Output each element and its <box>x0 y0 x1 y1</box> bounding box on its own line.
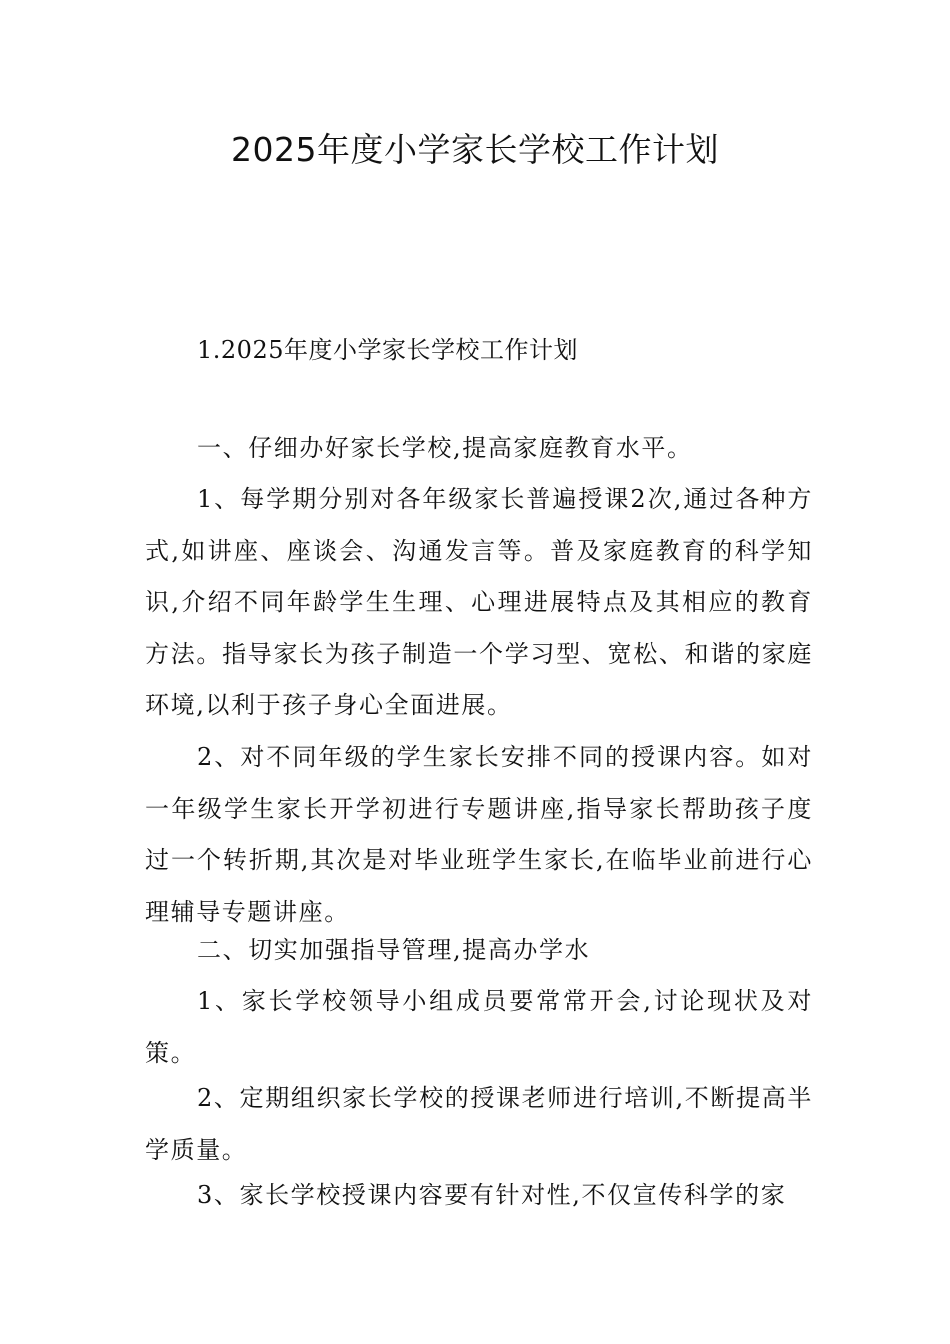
paragraph-6: 2、定期组织家长学校的授课老师进行培训,不断提高半学质量。 <box>145 1084 813 1164</box>
paragraph-1: 一、仔细办好家长学校,提高家庭教育水平。 <box>197 434 693 462</box>
paragraph-7: 3、家长学校授课内容要有针对性,不仅宣传科学的家 <box>197 1181 787 1209</box>
section-heading: 1.2025年度小学家长学校工作计划 <box>197 336 578 364</box>
paragraph-5: 1、家长学校领导小组成员要常常开会,讨论现状及对策。 <box>145 987 813 1067</box>
document-title: 2025年度小学家长学校工作计划 <box>231 130 719 169</box>
paragraph-3: 2、对不同年级的学生家长安排不同的授课内容。如对一年级学生家长开学初进行专题讲座,指导家长帮助孩子度过一个转折期,其次是对毕业班学生家长,在临毕业前进行心理辅导专题讲座。 <box>145 743 813 926</box>
paragraph-4: 二、切实加强指导管理,提高办学水 <box>197 936 591 964</box>
paragraph-2: 1、每学期分别对各年级家长普遍授课2次,通过各种方式,如讲座、座谈会、沟通发言等。普及家庭教育的科学知识,介绍不同年龄学生生理、心理进展特点及其相应的教育方法。指导家长为孩子制造一个学习型、宽松、和谐的家庭环境,以利于孩子身心全面进展。 <box>145 485 813 719</box>
